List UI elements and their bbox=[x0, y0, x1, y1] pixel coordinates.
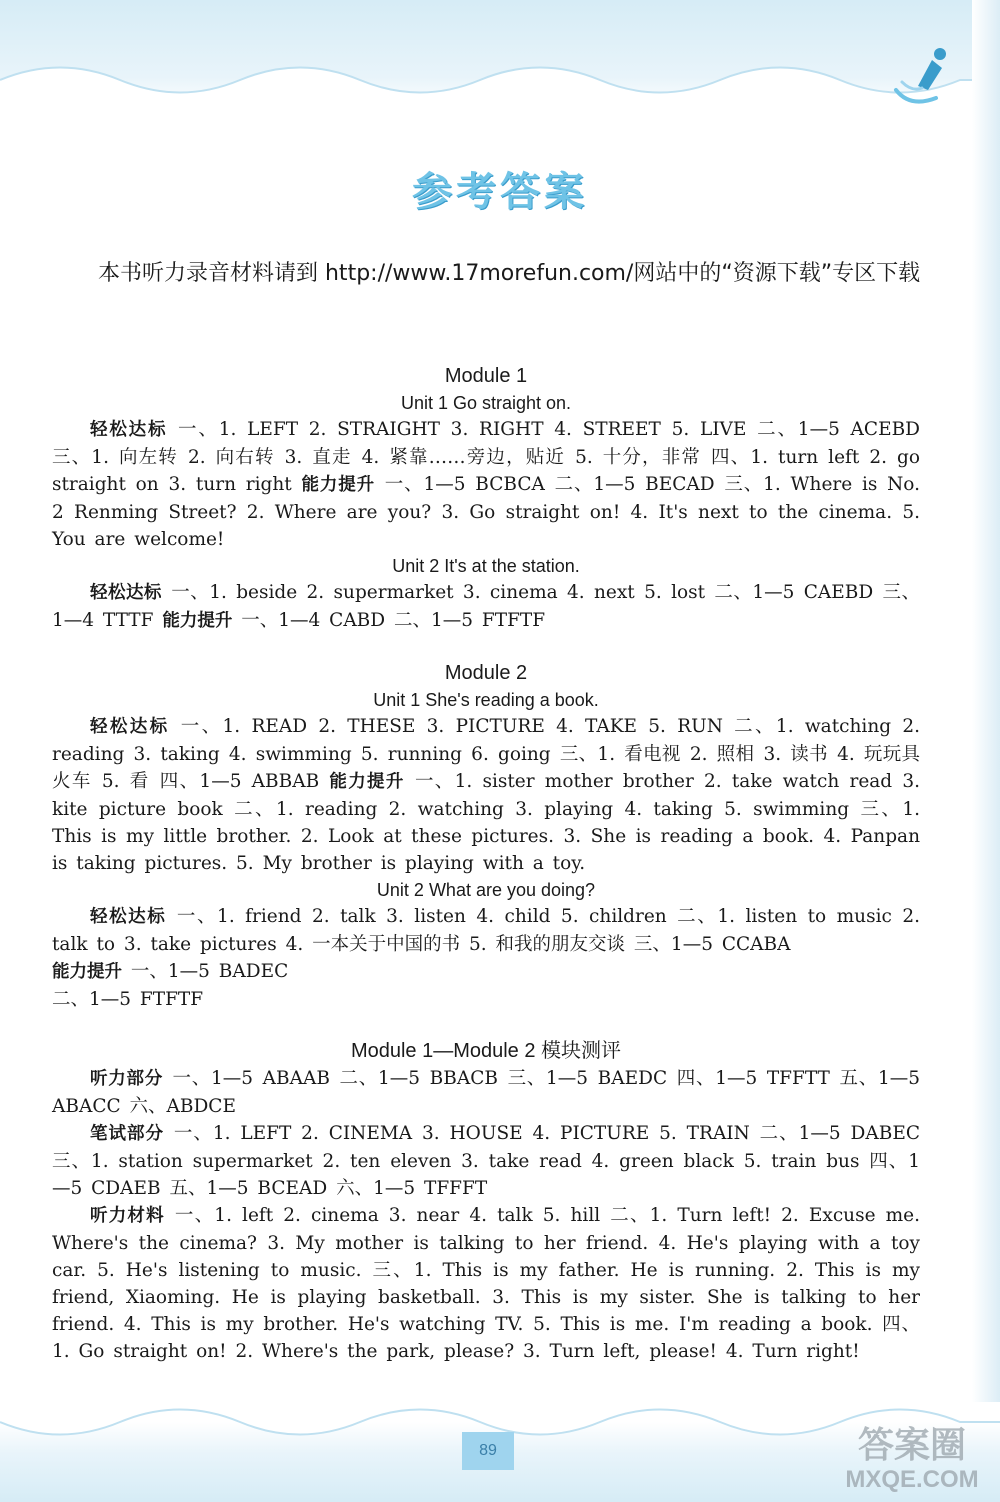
module2-unit2-extra: 二、1—5 FTFTF bbox=[52, 989, 204, 1010]
module1-title: Module 1 bbox=[444, 365, 528, 387]
module2-unit2-answers bbox=[52, 903, 920, 958]
improve-label: 能力提升 bbox=[301, 475, 375, 495]
module1-unit2-title: Unit 2 It's at the station. bbox=[392, 556, 580, 576]
easy-label: 轻松达标 bbox=[90, 420, 168, 440]
review-material-text: 一、1. left 2. cinema 3. near 4. talk 5. hill 二、1. Turn left! 2. Excuse me. Where's the cinema? 3. My mother is talking to her friend. 4. He's playing with a toy car. 5. He's listening to music. 三、1. This is my father. He is running. 2. This is my friend, Xiaoming. He is playing basketball. 3. This is my sister. She is talking to her friend. 4. This is my brother. He's watching TV. 5. This is me. I'm reading a book. 四、1. Go straight on! 2. Where's the park, please? 3. Turn left, please! 4. Turn right! bbox=[52, 1205, 920, 1362]
top-wave-decoration bbox=[0, 40, 1000, 120]
site-watermark bbox=[832, 1426, 992, 1496]
review-listening bbox=[52, 1065, 920, 1120]
page-title: 参考答案 bbox=[412, 169, 588, 215]
watermark-top: 答案圈 bbox=[857, 1425, 966, 1466]
module1-unit2-easy: 一、1. beside 2. supermarket 3. cinema 4. next 5. lost 二、1—5 CAEBD 三、1—4 TTTF bbox=[52, 582, 921, 631]
module1-unit1-answers bbox=[52, 416, 920, 553]
module2-unit2-title: Unit 2 What are you doing? bbox=[376, 880, 596, 900]
module2-title: Module 2 bbox=[444, 662, 528, 684]
review-material bbox=[52, 1202, 920, 1365]
module2-unit1-improve: 一、1. sister mother brother 2. take watch read 3. kite picture book 二、1. reading 2. watching 3. playing 4. taking 5. swimming 三、1. This is my little brother. 2. Look at these pictures. 3. She is reading a book. 4. Panpan is taking pictures. 5. My brother is playing with a toy. bbox=[52, 771, 920, 874]
module1-unit2-answers bbox=[52, 579, 920, 635]
right-decor-band bbox=[972, 0, 1000, 1502]
listening-label: 听力部分 bbox=[90, 1069, 163, 1089]
reading-figure-icon bbox=[888, 42, 958, 112]
review-written bbox=[52, 1120, 920, 1202]
easy-label: 轻松达标 bbox=[90, 583, 162, 603]
module1-unit1-title: Unit 1 Go straight on. bbox=[400, 393, 572, 413]
review-title: Module 1—Module 2 模块测评 bbox=[350, 1040, 622, 1062]
improve-label: 能力提升 bbox=[52, 962, 122, 982]
module2-unit1-title: Unit 1 She's reading a book. bbox=[373, 690, 599, 710]
page-number: 89 bbox=[462, 1432, 514, 1470]
easy-label: 轻松达标 bbox=[90, 907, 167, 927]
module2-unit1-answers bbox=[52, 713, 920, 877]
module2-unit2-improve-line bbox=[52, 958, 920, 986]
review-listening-answers: 一、1—5 ABAAB 二、1—5 BBACB 三、1—5 BAEDC 四、1—5 TFFTT 五、1—5 ABACC 六、ABDCE bbox=[52, 1068, 920, 1117]
module1-unit2-improve: 一、1—4 CABD 二、1—5 FTFTF bbox=[241, 610, 546, 631]
improve-label: 能力提升 bbox=[329, 772, 405, 792]
material-label: 听力材料 bbox=[90, 1206, 165, 1226]
module2-unit1-easy: 一、1. READ 2. THESE 3. PICTURE 4. TAKE 5. RUN 二、1. watching 2. reading 3. taking 4. swimming 5. running 6. going 三、1. 看电视 2. 照相 3. 读书 4. 玩玩具火车 5. 看 四、1—5 ABBAB bbox=[52, 716, 920, 792]
module1-unit1-improve: 一、1—5 BCBCA 二、1—5 BECAD 三、1. Where is No. 2 Renming Street? 2. Where are you? 3. Go straight on! 4. It's next to the cinema. 5. You are welcome! bbox=[52, 474, 920, 550]
module2-unit2-improve: 一、1—5 BADEC bbox=[130, 961, 289, 982]
answer-content bbox=[52, 354, 920, 1365]
easy-label: 轻松达标 bbox=[90, 717, 170, 737]
improve-label: 能力提升 bbox=[162, 611, 233, 631]
module2-unit2-easy: 一、1. friend 2. talk 3. listen 4. child 5. children 二、1. listen to music 2. talk to 3. take pictures 4. 一本关于中国的书 5. 和我的朋友交谈 三、1—5 CCABA bbox=[52, 906, 920, 955]
review-written-answers: 一、1. LEFT 2. CINEMA 3. HOUSE 4. PICTURE 5. TRAIN 二、1—5 DABEC 三、1. station supermarket 2. ten eleven 3. take read 4. green black 5. train bus 四、1—5 CDAEB 五、1—5 BCEAD 六、1—5 TFFFT bbox=[52, 1123, 921, 1199]
module1-unit1-easy: 一、1. LEFT 2. STRAIGHT 3. RIGHT 4. STREET 5. LIVE 二、1—5 ACEBD 三、1. 向左转 2. 向右转 3. 直走 4. 紧靠……旁边，贴近 5. 十分，非常 四、1. turn left 2. go straight on 3. turn right bbox=[52, 419, 920, 495]
download-notice: 本书听力录音材料请到 http://www.17morefun.com/网站中的“资源下载”专区下载 bbox=[98, 261, 921, 286]
written-label: 笔试部分 bbox=[90, 1124, 164, 1144]
watermark-bottom: MXQE.COM bbox=[845, 1466, 979, 1493]
